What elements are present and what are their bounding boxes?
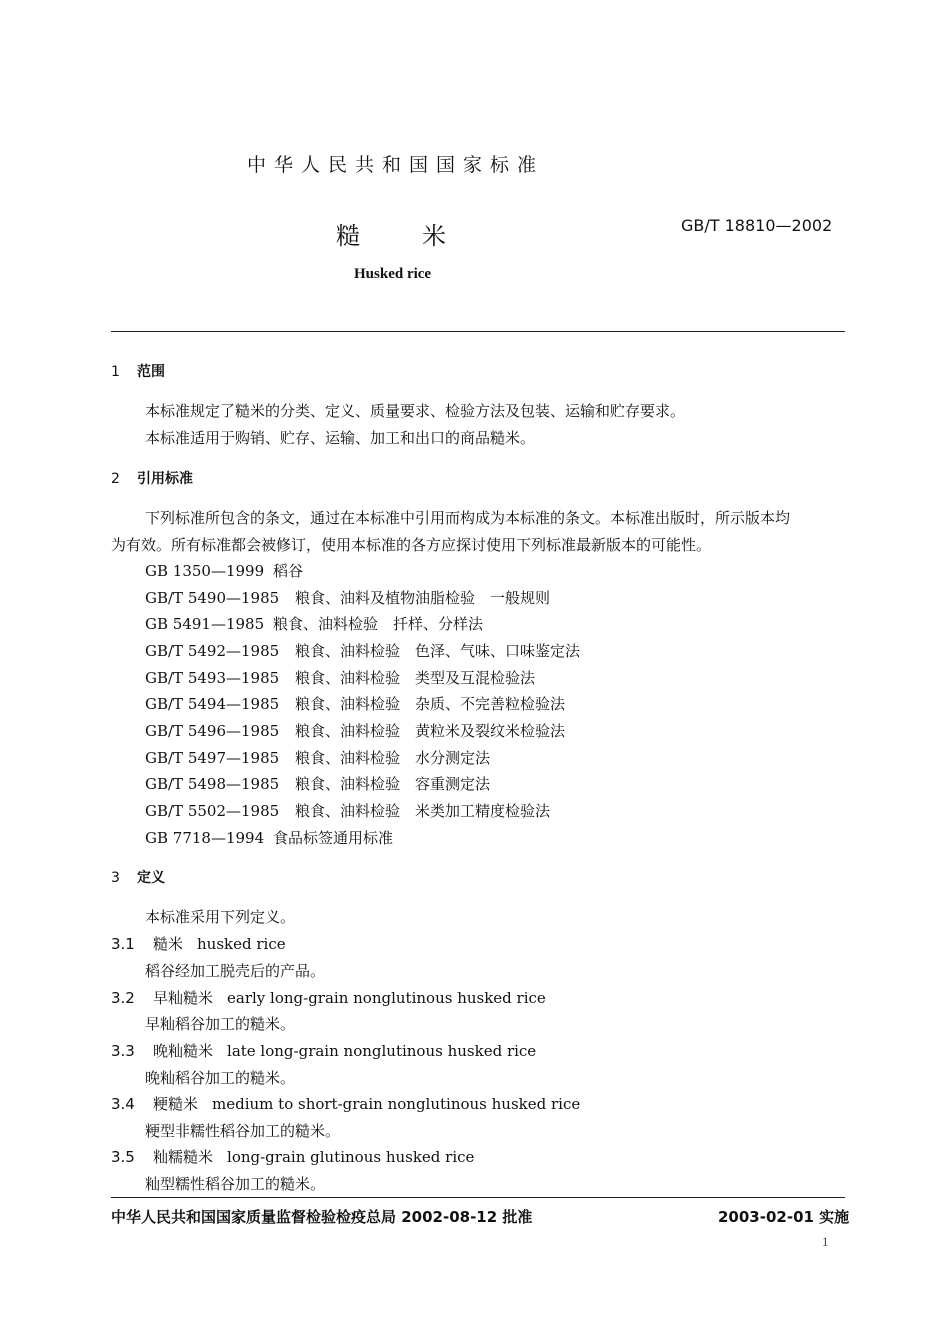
standard-number: GB/T 18810—2002 [681, 216, 833, 235]
reference-title: 粮食、油料检验 类型及互混检验法 [295, 669, 536, 687]
paragraph: 本标准规定了糙米的分类、定义、质量要求、检验方法及包装、运输和贮存要求。 [145, 402, 686, 420]
reference-code: GB 5491—1985 [145, 615, 265, 633]
reference-item [145, 640, 580, 661]
header-divider [111, 331, 845, 332]
reference-title: 食品标签通用标准 [273, 829, 394, 847]
reference-title: 粮食、油料检验 米类加工精度检验法 [295, 802, 551, 820]
definition-number: 3.5 [111, 1148, 135, 1166]
reference-title: 稻谷 [273, 562, 304, 580]
reference-code: GB/T 5493—1985 [145, 669, 280, 687]
definition-number: 3.2 [111, 989, 135, 1007]
reference-title: 粮食、油料检验 水分测定法 [295, 749, 491, 767]
reference-code: GB/T 5502—1985 [145, 802, 280, 820]
reference-item [145, 587, 550, 608]
document-title-en: Husked rice [354, 266, 432, 282]
section-title: 范围 [137, 364, 165, 380]
definition-heading [111, 1093, 580, 1114]
reference-code: GB/T 5497—1985 [145, 749, 280, 767]
definition-term-en: long-grain glutinous husked rice [227, 1148, 475, 1166]
definition-term: 粳糙米 [153, 1095, 199, 1113]
paragraph: 本标准采用下列定义。 [145, 908, 296, 926]
section-number: 1 [111, 364, 120, 380]
definition-term-en: late long-grain nonglutinous husked rice [227, 1042, 537, 1060]
reference-item [145, 613, 483, 634]
definition-number: 3.4 [111, 1095, 135, 1113]
reference-item [145, 773, 490, 794]
definition-description: 籼型糯性稻谷加工的糙米。 [145, 1175, 326, 1193]
definition-description: 粳型非糯性稻谷加工的糙米。 [145, 1122, 341, 1140]
definition-description: 晚籼稻谷加工的糙米。 [145, 1069, 296, 1087]
reference-item [145, 560, 303, 581]
section-title: 定义 [137, 870, 165, 886]
definition-term-en: husked rice [197, 935, 286, 953]
reference-title: 粮食、油料检验 扦样、分样法 [273, 615, 484, 633]
document-title-zh: 糙米 [336, 222, 508, 250]
definition-term: 晚籼糙米 [153, 1042, 214, 1060]
footer-divider [111, 1197, 845, 1198]
reference-code: GB/T 5498—1985 [145, 775, 280, 793]
reference-code: GB 7718—1994 [145, 829, 265, 847]
issuer-title: 中华人民共和国国家标准 [247, 154, 545, 176]
definition-heading [111, 1040, 536, 1061]
reference-code: GB/T 5496—1985 [145, 722, 280, 740]
reference-code: GB/T 5490—1985 [145, 589, 280, 607]
reference-item [145, 800, 550, 821]
reference-item [145, 827, 393, 848]
definition-description: 稻谷经加工脱壳后的产品。 [145, 962, 326, 980]
paragraph: 本标准适用于购销、贮存、运输、加工和出口的商品糙米。 [145, 429, 536, 447]
definition-number: 3.3 [111, 1042, 135, 1060]
definition-term: 早籼糙米 [153, 989, 214, 1007]
page-number: 1 [822, 1234, 829, 1249]
definition-term: 糙米 [153, 935, 184, 953]
reference-code: GB/T 5492—1985 [145, 642, 280, 660]
reference-item [145, 667, 535, 688]
definition-description: 早籼稻谷加工的糙米。 [145, 1015, 296, 1033]
reference-code: GB 1350—1999 [145, 562, 265, 580]
reference-title: 粮食、油料及植物油脂检验 一般规则 [295, 589, 551, 607]
definition-heading [111, 933, 286, 954]
reference-item [145, 720, 565, 741]
section-number: 2 [111, 471, 120, 487]
definition-term: 籼糯糙米 [153, 1148, 214, 1166]
reference-title: 粮食、油料检验 容重测定法 [295, 775, 491, 793]
reference-title: 粮食、油料检验 色泽、气味、口味鉴定法 [295, 642, 581, 660]
definition-term-en: medium to short-grain nonglutinous husked rice [212, 1095, 581, 1113]
paragraph: 下列标准所包含的条文，通过在本标准中引用而构成为本标准的条文。本标准出版时，所示版本均 [145, 509, 791, 527]
approval-line: 中华人民共和国国家质量监督检验检疫总局 2002-08-12 批准 [111, 1208, 533, 1226]
definition-term-en: early long-grain nonglutinous husked rice [227, 989, 546, 1007]
implementation-date: 2003-02-01 实施 [718, 1208, 850, 1226]
definition-number: 3.1 [111, 935, 135, 953]
section-2-heading [111, 468, 193, 488]
section-title: 引用标准 [137, 471, 193, 487]
section-1-heading [111, 361, 165, 381]
reference-code: GB/T 5494—1985 [145, 695, 280, 713]
definition-heading [111, 1146, 474, 1167]
section-number: 3 [111, 870, 120, 886]
reference-item [145, 693, 565, 714]
paragraph: 为有效。所有标准都会被修订，使用本标准的各方应探讨使用下列标准最新版本的可能性。 [111, 536, 712, 554]
reference-title: 粮食、油料检验 杂质、不完善粒检验法 [295, 695, 566, 713]
reference-title: 粮食、油料检验 黄粒米及裂纹米检验法 [295, 722, 566, 740]
reference-item [145, 747, 490, 768]
section-3-heading [111, 867, 165, 887]
definition-heading [111, 987, 546, 1008]
